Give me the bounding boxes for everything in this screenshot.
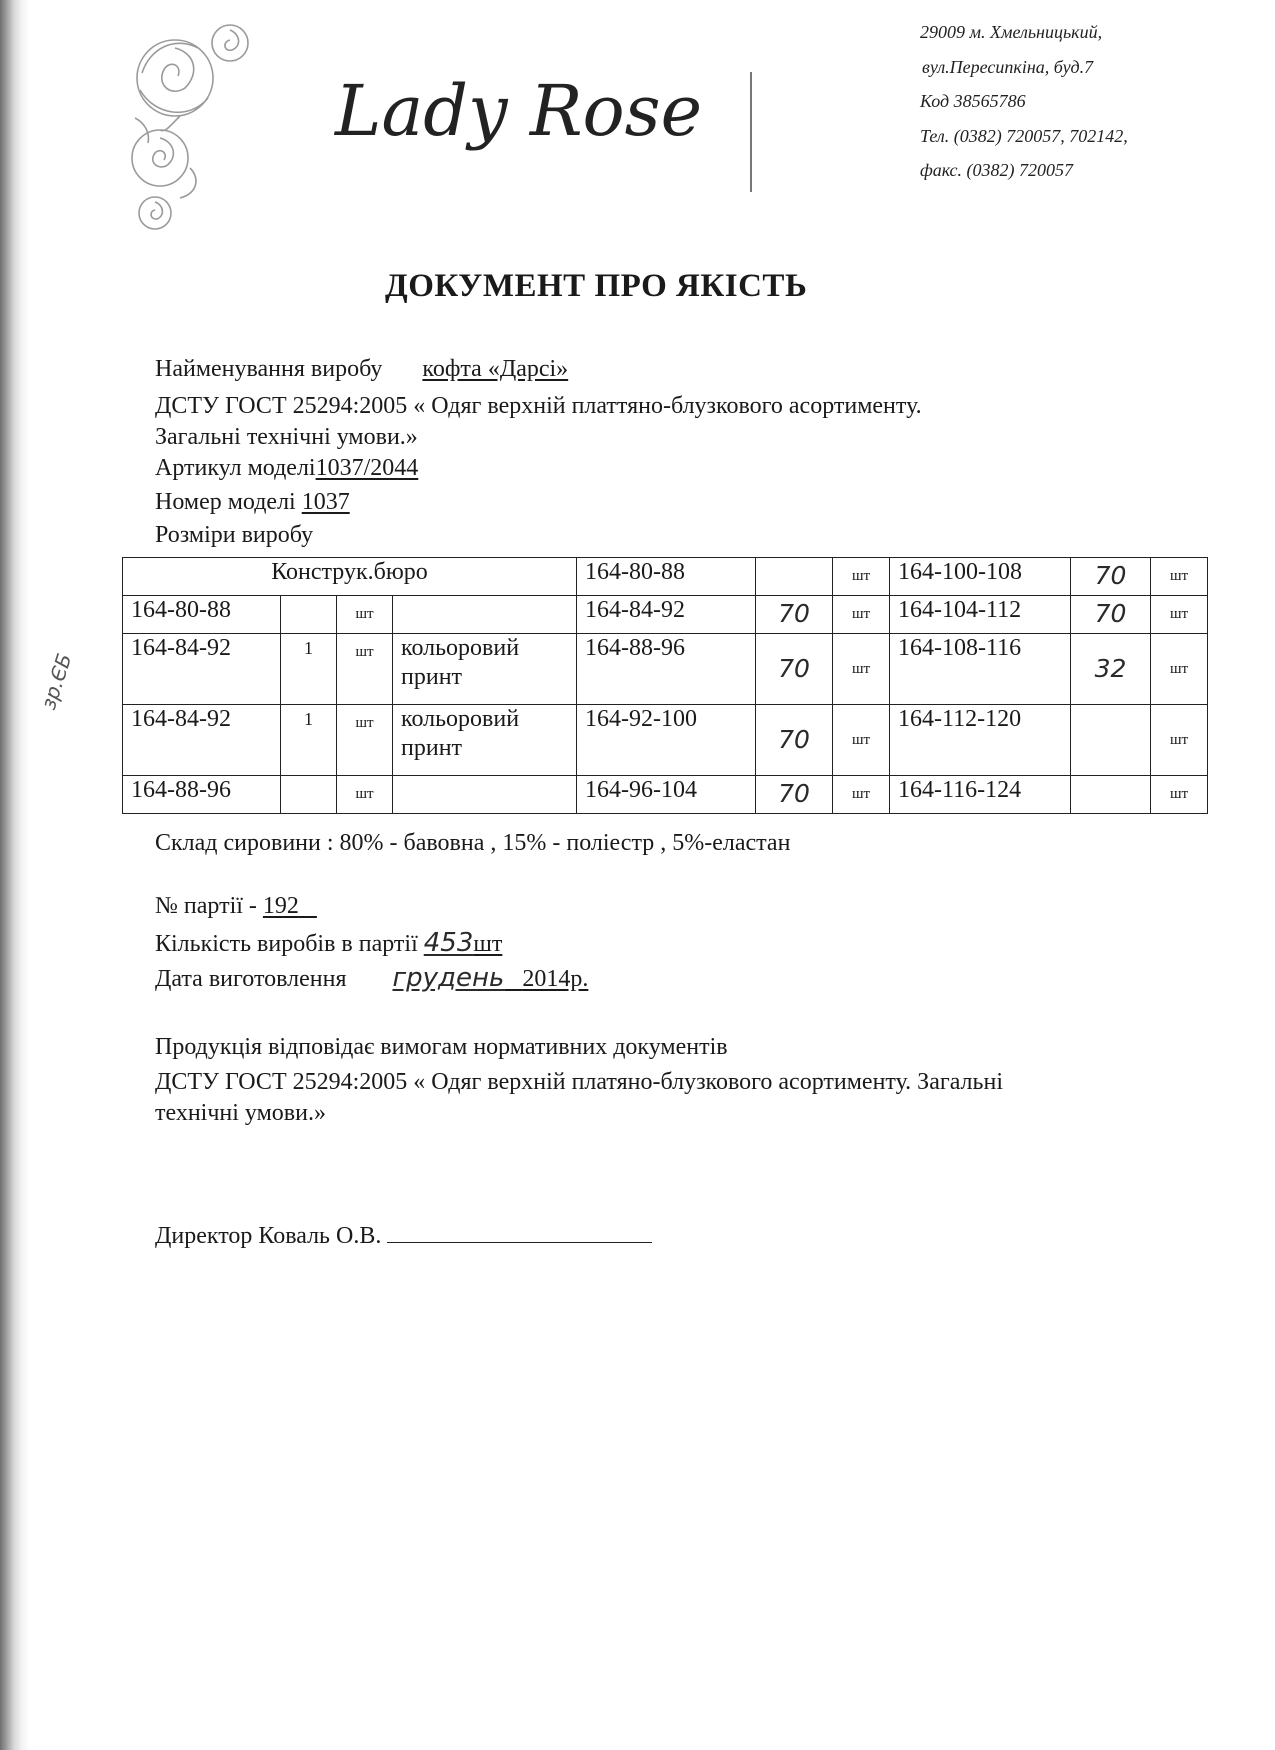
- size-cell: 164-100-108: [890, 558, 1071, 596]
- qty-cell: 70: [756, 634, 833, 705]
- dstu-line-cont: Загальні технічні умови.»: [155, 424, 418, 450]
- company-details: [920, 15, 1250, 188]
- unit-cell: шт: [833, 705, 890, 776]
- manufacture-date-label: Дата виготовлення: [155, 966, 347, 992]
- batch-count-label: Кількість виробів в партії: [155, 931, 418, 957]
- batch-number-line: [155, 893, 317, 920]
- qty-cell: 70: [756, 596, 833, 634]
- size-cell: 164-88-96: [577, 634, 756, 705]
- address-line: вул.Пересипкіна, буд.7: [922, 56, 1094, 77]
- model-line: [155, 489, 350, 516]
- signature-blank: [387, 1220, 652, 1243]
- conformity-line: Продукція відповідає вимогам нормативних документів: [155, 1034, 728, 1060]
- qty-cell: 70: [1071, 596, 1151, 634]
- director-label: Директор Коваль О.В.: [155, 1223, 382, 1249]
- qty-cell: [1071, 776, 1151, 814]
- size-cell: 164-92-100: [577, 705, 756, 776]
- rose-decoration-icon: [120, 18, 280, 233]
- table-row: [123, 705, 1208, 776]
- qty-cell: 32: [1071, 634, 1151, 705]
- header-divider: [750, 72, 752, 192]
- table-row: [123, 558, 1208, 596]
- margin-handwritten-note: зр.ЄБ: [36, 650, 77, 713]
- conformity-dstu-line: ДСТУ ГОСТ 25294:2005 « Одяг верхній платяно-блузкового асортименту. Загальні: [155, 1069, 1003, 1095]
- qty-cell: [281, 596, 337, 634]
- size-cell: 164-84-92: [577, 596, 756, 634]
- unit-cell: шт: [833, 596, 890, 634]
- table-row: [123, 596, 1208, 634]
- unit-cell: шт: [1151, 705, 1208, 776]
- table-row: [123, 634, 1208, 705]
- sizes-table: [122, 557, 1208, 814]
- manufacture-date-line: [155, 963, 588, 993]
- batch-count-value: 453: [423, 928, 474, 958]
- unit-cell: шт: [833, 776, 890, 814]
- company-fax: факс. (0382) 720057: [920, 160, 1073, 180]
- scan-edge-shadow: [0, 0, 30, 1750]
- unit-cell: шт: [833, 634, 890, 705]
- size-cell: 164-88-96: [123, 776, 281, 814]
- batch-number-value: 192: [262, 893, 299, 919]
- company-phone: Тел. (0382) 720057, 702142,: [920, 125, 1128, 146]
- size-cell: 164-96-104: [577, 776, 756, 814]
- qty-cell: 70: [756, 705, 833, 776]
- composition-line: Склад сировини : 80% - бавовна , 15% - поліестр , 5%-еластан: [155, 830, 791, 856]
- qty-cell: [281, 776, 337, 814]
- table-row: [123, 776, 1208, 814]
- size-cell: 164-80-88: [123, 596, 281, 634]
- unit-cell: шт: [337, 634, 393, 705]
- note-cell: [393, 776, 577, 814]
- conformity-dstu-cont: технічні умови.»: [155, 1100, 326, 1126]
- qty-cell: 70: [1071, 558, 1151, 596]
- article-value: 1037/2044: [315, 455, 419, 481]
- document-title: ДОКУМЕНТ ПРО ЯКІСТЬ: [385, 268, 808, 304]
- address-line: 29009 м. Хмельницький,: [920, 22, 1103, 42]
- article-line: [155, 455, 418, 482]
- unit-cell: шт: [1151, 558, 1208, 596]
- size-cell: 164-84-92: [123, 634, 281, 705]
- note-cell: [393, 596, 577, 634]
- unit-cell: шт: [337, 705, 393, 776]
- konstruk-header: Конструк.бюро: [123, 558, 577, 596]
- batch-number-label: № партії -: [155, 893, 263, 919]
- director-signature-line: [155, 1220, 652, 1250]
- batch-count-unit: шт: [473, 931, 503, 957]
- unit-cell: шт: [1151, 634, 1208, 705]
- unit-cell: шт: [833, 558, 890, 596]
- size-cell: 164-108-116: [890, 634, 1071, 705]
- sizes-label: Розміри виробу: [155, 522, 314, 548]
- qty-cell: [1071, 705, 1151, 776]
- manufacture-year: 2014р.: [522, 966, 589, 992]
- size-cell: 164-80-88: [577, 558, 756, 596]
- qty-cell: 70: [756, 776, 833, 814]
- product-name-line: [155, 356, 568, 383]
- unit-cell: шт: [1151, 596, 1208, 634]
- size-cell: 164-112-120: [890, 705, 1071, 776]
- batch-count-line: [155, 928, 502, 958]
- note-cell: кольоровий принт: [393, 634, 577, 705]
- company-code: Код 38565786: [920, 91, 1026, 111]
- qty-cell: [756, 558, 833, 596]
- product-name-value: кофта «Дарсі»: [422, 356, 569, 382]
- unit-cell: шт: [337, 596, 393, 634]
- qty-cell: 1: [281, 634, 337, 705]
- note-cell: кольоровий принт: [393, 705, 577, 776]
- company-logo: Lady Rose: [335, 70, 703, 152]
- dstu-line: ДСТУ ГОСТ 25294:2005 « Одяг верхній платтяно-блузкового асортименту.: [155, 393, 922, 419]
- size-cell: 164-116-124: [890, 776, 1071, 814]
- product-name-label: Найменування виробу: [155, 356, 383, 382]
- size-cell: 164-84-92: [123, 705, 281, 776]
- model-label: Номер моделі: [155, 489, 296, 515]
- unit-cell: шт: [1151, 776, 1208, 814]
- model-value: 1037: [301, 489, 350, 515]
- manufacture-month: грудень: [392, 963, 505, 993]
- size-cell: 164-104-112: [890, 596, 1071, 634]
- qty-cell: 1: [281, 705, 337, 776]
- unit-cell: шт: [337, 776, 393, 814]
- article-label: Артикул моделі: [155, 455, 316, 481]
